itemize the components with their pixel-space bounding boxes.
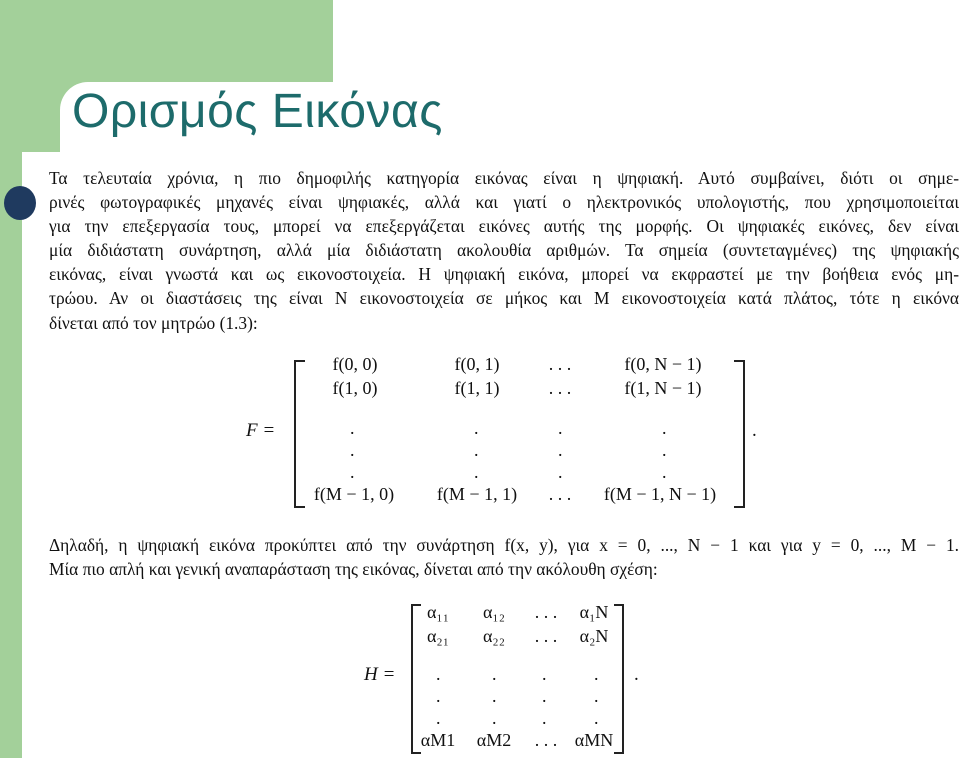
matrix-h-dot: . xyxy=(492,664,497,684)
matrix-h-cell: α₂₁ xyxy=(427,626,449,646)
matrix-h-dot: . xyxy=(436,664,441,684)
paragraph-line: δίνεται από τον μητρώο (1.3): xyxy=(49,312,258,333)
paragraph-line: εικόνας, είναι γνωστά και ως εικονοστοιχεία. Η ψηφιακή εικόνα, μπορεί να εκφραστεί με την βοήθεια ενός μη- xyxy=(49,264,959,285)
matrix-f-period: . xyxy=(752,420,757,441)
paragraph-line: μία διδιάστατη συνάρτηση, αλλά μία διδιάστατη ακολουθία αριθμών. Τα σημεία (συντεταγμένες) της ψηφιακής xyxy=(49,240,959,261)
paragraph-line: Τα τελευταία χρόνια, η πιο δημοφιλής κατηγορία εικόνας είναι η ψηφιακή. Αυτό συμβαίνει, διότι οι σημε- xyxy=(49,168,959,188)
bullet-circle-icon xyxy=(4,186,36,220)
matrix-f-right-bracket xyxy=(734,360,745,508)
matrix-f-dot: . xyxy=(558,440,563,460)
matrix-h-dot: . xyxy=(542,708,547,728)
matrix-f-dot: . xyxy=(662,418,667,438)
matrix-h-cell: α₁₂ xyxy=(483,602,505,622)
matrix-f-dot: . xyxy=(350,440,355,460)
slide-title: Ορισμός Εικόνας xyxy=(72,85,443,138)
matrix-f-cell: f(0, 1) xyxy=(454,354,500,374)
matrix-f-dot: . xyxy=(350,418,355,438)
paragraph-line: για την επεξεργασία τους, μπορεί να επεξεργάζεται εικόνες αυτής της μορφής. Οι ψηφιακές εικόνες, δεν είναι xyxy=(49,216,959,237)
matrix-h-dot: . xyxy=(542,686,547,706)
matrix-f-cell: . . . xyxy=(548,354,572,374)
paragraph-line: ρινές φωτογραφικές μηχανές είναι ψηφιακές, αλλά και γιατί ο ηλεκτρονικός υπολογιστής, που χρησιμοποιείται xyxy=(49,192,959,213)
matrix-h-dot: . xyxy=(436,686,441,706)
matrix-h-dot: . xyxy=(594,664,599,684)
matrix-f-dot: . xyxy=(558,418,563,438)
matrix-f-label: F = xyxy=(246,420,276,441)
matrix-f-cell: f(1, N − 1) xyxy=(624,378,702,398)
matrix-h-dot: . xyxy=(542,664,547,684)
matrix-h-cell: . . . xyxy=(534,730,558,750)
matrix-f-cell: f(M − 1, N − 1) xyxy=(603,484,717,504)
matrix-h-cell: . . . xyxy=(534,626,558,646)
matrix-h-label: H = xyxy=(364,664,396,685)
matrix-h-cell: α₂₂ xyxy=(483,626,505,646)
matrix-h-dot: . xyxy=(492,708,497,728)
matrix-f-cell: . . . xyxy=(548,484,572,504)
matrix-h-cell: α₁N xyxy=(579,602,609,622)
paragraph-definition xyxy=(49,533,959,581)
matrix-f-cell: f(1, 0) xyxy=(332,378,378,398)
paragraph-line: τρώου. Αν οι διαστάσεις της είναι N εικονοστοιχεία σε μήκος και M εικονοστοιχεία κατά πλάτος, τότε η εικόνα xyxy=(49,288,959,309)
matrix-f-dot: . xyxy=(350,462,355,482)
matrix-h-cell: . . . xyxy=(534,602,558,622)
matrix-h-dot: . xyxy=(594,686,599,706)
matrix-h-cell: α₂N xyxy=(579,626,609,646)
matrix-h-period: . xyxy=(634,664,639,685)
matrix-f-cell: . . . xyxy=(548,378,572,398)
matrix-h-cell: αMN xyxy=(574,730,614,750)
matrix-h-cell: αM2 xyxy=(476,730,512,750)
paragraph-line: Δηλαδή, η ψηφιακή εικόνα προκύπτει από την συνάρτηση f(x, y), για x = 0, ..., N − 1 και για y = 0, ..., M − 1. xyxy=(49,535,959,555)
paragraph-line: Μία πιο απλή και γενική αναπαράσταση της εικόνας, δίνεται από την ακόλουθη σχέση: xyxy=(49,559,658,580)
matrix-f-dot: . xyxy=(474,418,479,438)
matrix-h-dot: . xyxy=(492,686,497,706)
matrix-f-dot: . xyxy=(474,462,479,482)
matrix-h-dot: . xyxy=(594,708,599,728)
matrix-f-dot: . xyxy=(662,440,667,460)
matrix-f-cell: f(M − 1, 1) xyxy=(436,484,518,504)
matrix-h-cell: αM1 xyxy=(420,730,456,750)
matrix-f-dot: . xyxy=(662,462,667,482)
matrix-f-dot: . xyxy=(558,462,563,482)
matrix-h-cell: α₁₁ xyxy=(427,602,449,622)
matrix-f-cell: f(0, N − 1) xyxy=(624,354,702,374)
matrix-f-cell: f(1, 1) xyxy=(454,378,500,398)
matrix-h-dot: . xyxy=(436,708,441,728)
matrix-f-dot: . xyxy=(474,440,479,460)
matrix-f-cell: f(M − 1, 0) xyxy=(313,484,395,504)
paragraph-intro xyxy=(49,166,959,335)
matrix-f-cell: f(0, 0) xyxy=(332,354,378,374)
